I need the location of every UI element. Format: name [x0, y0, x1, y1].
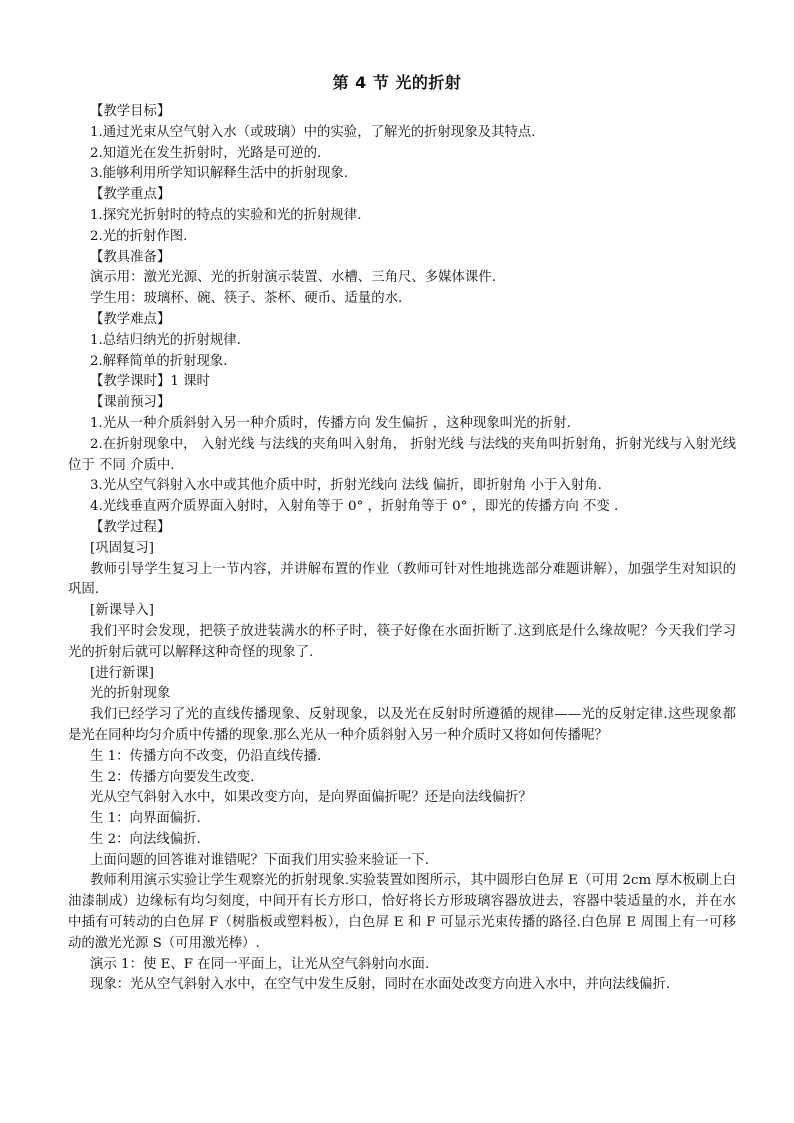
preview-item-3: 3.光从空气斜射入水中或其他介质中时，折射光线向 法线 偏折，即折射角 小于入射角.: [90, 478, 602, 494]
demo-1: 演示 1：使 E、F 在同一平面上，让光从空气斜射向水面.: [90, 956, 430, 972]
section-refraction-phenomenon: 光的折射现象: [90, 686, 171, 702]
key-point-1: 1.探究光折射时的特点的实验和光的折射规律.: [90, 207, 362, 223]
heading-key-points: 【教学重点】: [90, 187, 171, 203]
heading-process: 【教学过程】: [90, 519, 171, 535]
subheading-introduction: [新课导入]: [90, 603, 155, 619]
review-paragraph: 教师引导学生复习上一节内容，并讲解布置的作业（教师可针对性地挑选部分难题讲解），加强学生对知识的巩固.: [68, 561, 736, 598]
goal-item-2: 2.知道光在发生折射时，光路是可逆的.: [90, 145, 322, 161]
student-2-answer-a: 生 2：传播方向要发生改变.: [90, 769, 255, 785]
goal-item-3: 3.能够利用所学知识解释生活中的折射现象.: [90, 166, 349, 182]
equipment-demo: 演示用：激光光源、光的折射演示装置、水槽、三角尺、多媒体课件.: [90, 270, 496, 286]
preview-item-2: 2.在折射现象中， 入射光线 与法线的夹角叫入射角， 折射光线 与法线的夹角叫折射角，折射光线与入射光线位于 不同 介质中.: [68, 436, 736, 473]
preview-item-1: 1.光从一种介质斜射入另一种介质时，传播方向 发生偏折 ，这种现象叫光的折射.: [90, 415, 571, 431]
heading-teaching-goals: 【教学目标】: [90, 104, 171, 119]
heading-equipment: 【教具准备】: [90, 249, 171, 265]
question-paragraph: 光从空气斜射入水中，如果改变方向，是向界面偏折呢？还是向法线偏折？: [90, 790, 532, 806]
heading-difficulties: 【教学难点】: [90, 311, 171, 327]
student-1-answer-a: 生 1：传播方向不改变，仍沿直线传播.: [90, 748, 322, 764]
heading-class-hours: 【教学课时】1 课时: [90, 374, 210, 390]
page-title: 第 4 节 光的折射: [332, 73, 462, 92]
equipment-student: 学生用：玻璃杯、碗、筷子、茶杯、硬币、适量的水.: [90, 291, 403, 307]
goal-item-1: 1.通过光束从空气射入水（或玻璃）中的实验，了解光的折射现象及其特点.: [90, 124, 536, 140]
key-point-2: 2.光的折射作图.: [90, 228, 188, 244]
subheading-new-lesson: [进行新课]: [90, 665, 155, 681]
subheading-review: [巩固复习]: [90, 540, 155, 556]
preview-item-4: 4.光线垂直两介质界面入射时，入射角等于 0° ，折射角等于 0° ，即光的传播方向 不变 .: [90, 499, 619, 515]
document-body: [68, 102, 736, 996]
experiment-paragraph: 教师利用演示实验让学生观察光的折射现象.实验装置如图所示，其中圆形白色屏 E（可用 2cm 厚木板刷上白油漆制成）边缘标有均匀刻度，中间开有长方形口，恰好将长方形玻璃容器放进去，容器中装适量的水，并在水中插有可转动的白色屏 F（树脂板或塑料板），白色屏 E 和 F 可显示光束传播的路径.白色屏 E 周围上有一可移动的激光光源 S（可用激光棒）.: [68, 873, 736, 951]
difficulty-2: 2.解释简单的折射现象.: [90, 353, 228, 369]
student-2-answer-b: 生 2：向法线偏折.: [90, 831, 201, 847]
introduction-paragraph: 我们平时会发现，把筷子放进装满水的杯子时，筷子好像在水面折断了.这到底是什么缘故呢？今天我们学习光的折射后就可以解释这种奇怪的现象了.: [68, 623, 736, 660]
phenomenon-paragraph: 现象：光从空气斜射入水中，在空气中发生反射，同时在水面处改变方向进入水中，并向法线偏折.: [90, 977, 671, 993]
heading-preview: 【课前预习】: [90, 395, 171, 411]
lesson-paragraph-1: 我们已经学习了光的直线传播现象、反射现象，以及光在反射时所遵循的规律——光的反射定律.这些现象都是光在同种均匀介质中传播的现象.那么光从一种介质斜射入另一种介质时又将如何传播呢？: [68, 707, 736, 743]
verify-paragraph: 上面问题的回答谁对谁错呢？下面我们用实验来验证一下.: [90, 852, 430, 868]
difficulty-1: 1.总结归纳光的折射规律.: [90, 332, 241, 348]
student-1-answer-b: 生 1：向界面偏折.: [90, 811, 201, 827]
